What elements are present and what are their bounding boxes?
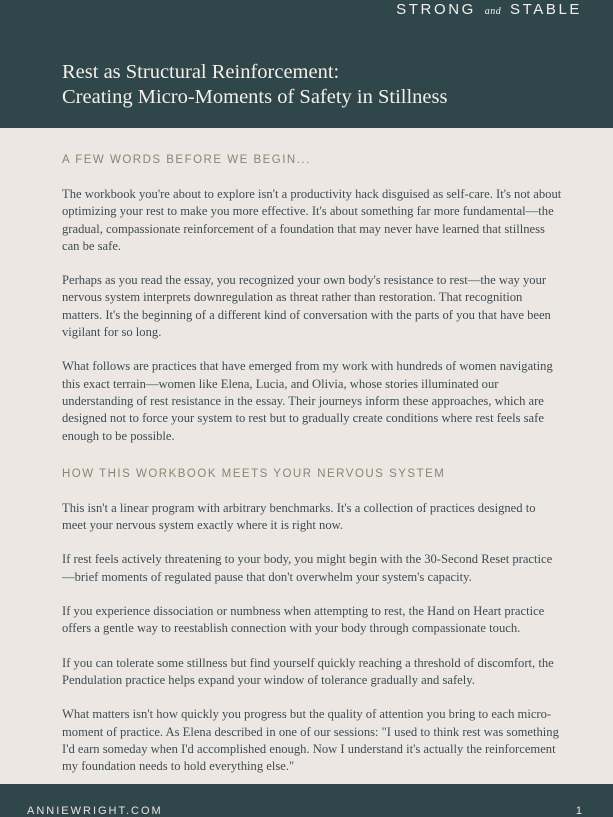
page-title [62, 60, 447, 110]
brand-word-and: and [484, 6, 502, 17]
title-line-2: Creating Micro-Moments of Safety in Stillness [62, 86, 448, 108]
paragraph: What matters isn't how quickly you progress but the quality of attention you bring to each micro-moment of practice. As Elena described in one of our sessions: "I used to think rest was something I'd earn someday when I'd accomplished enough. Now I understand it's actually the reinforcement my foundation needs to hold everything else." [62, 707, 559, 774]
section-heading-nervous-system: HOW THIS WORKBOOK MEETS YOUR NERVOUS SYSTEM [62, 467, 446, 480]
page-number: 1 [575, 805, 582, 817]
paragraph: If rest feels actively threatening to your body, you might begin with the 30-Second Reset practice—brief moments of regulated pause that don't overwhelm your system's capacity. [62, 552, 553, 584]
paragraph: This isn't a linear program with arbitrary benchmarks. It's a collection of practices designed to meet your nervous system exactly where it is right now. [62, 500, 536, 533]
title-line-1: Rest as Structural Reinforcement: [62, 61, 340, 83]
paragraph: If you experience dissociation or numbness when attempting to rest, the Hand on Heart practice offers a gentle way to reestablish connection with your body through compassionate touch. [62, 604, 545, 636]
main-content [62, 153, 562, 792]
page-header [0, 0, 613, 128]
paragraph: What follows are practices that have emerged from my work with hundreds of women navigating this exact terrain—women like Elena, Lucia, and Olivia, whose stories illuminated our understanding of rest resistance in the essay. Their journeys inform these approaches, which are designed not to force your system to rest but to gradually create conditions where rest feels safe enough to be possible. [62, 359, 553, 443]
page-footer [0, 784, 613, 817]
paragraph: The workbook you're about to explore isn't a productivity hack disguised as self-care. It's not about optimizing your rest to make you more effective. It's about something far more fundamental—the gradual, compassionate reinforcement of a foundation that may never have learned that stillness can be safe. [62, 187, 562, 253]
brand-word-strong: STRONG [396, 1, 476, 18]
paragraph: Perhaps as you read the essay, you recognized your own body's resistance to rest—the way your nervous system interprets downregulation as threat rather than restoration. That recognition matters. It's the beginning of a different kind of conversation with the parts of you that have been vigilant for so long. [62, 273, 551, 340]
brand-word-stable: STABLE [509, 1, 582, 18]
paragraph: If you can tolerate some stillness but find yourself quickly reaching a threshold of discomfort, the Pendulation practice helps expand your window of tolerance gradually and safely. [62, 655, 554, 687]
brand-logo [396, 1, 582, 20]
footer-website-link[interactable]: ANNIEWRIGHT.COM [27, 805, 163, 817]
section-heading-intro: A FEW WORDS BEFORE WE BEGIN... [62, 154, 311, 166]
